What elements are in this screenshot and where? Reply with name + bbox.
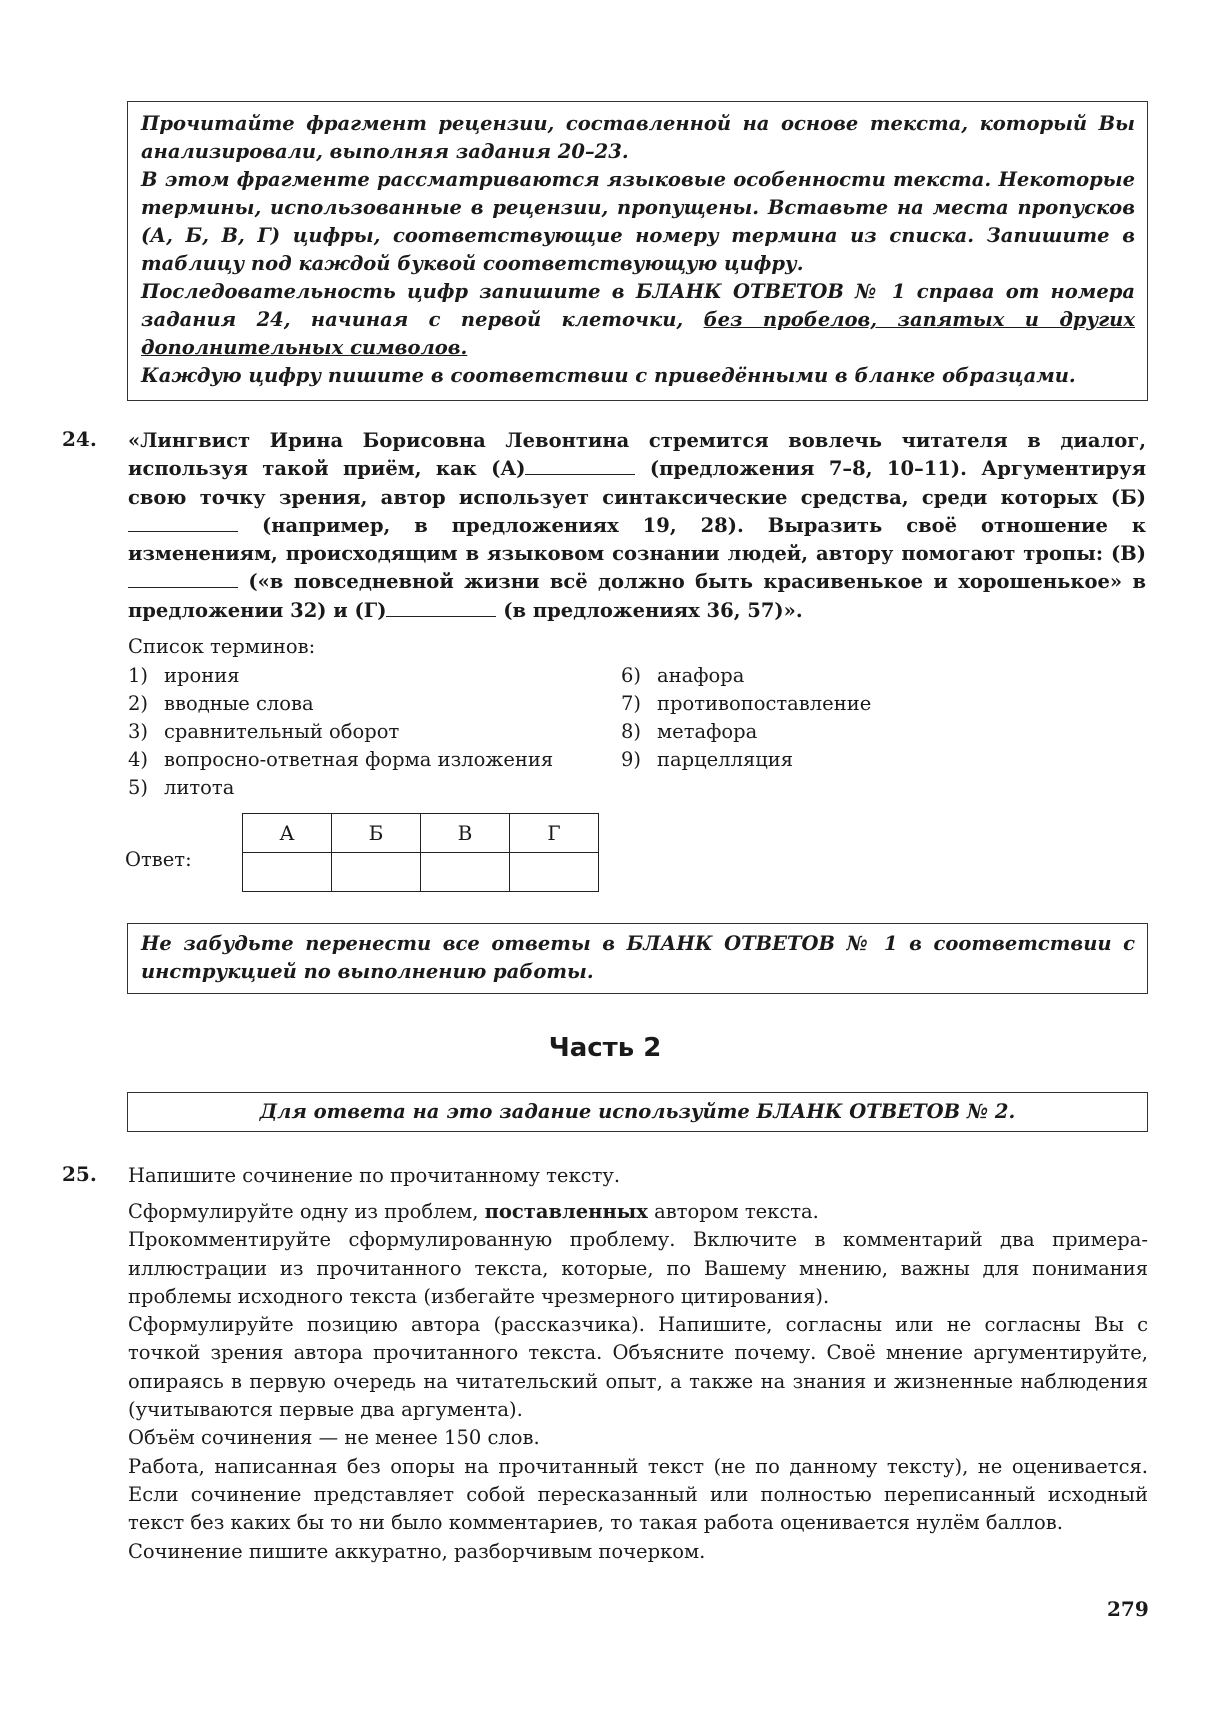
instruction-p3-text: Последовательность цифр запишите в БЛАНК ОТВЕТОВ № 1 справа от номера задания 24, начиная с первой клеточки,: [141, 280, 1135, 331]
blank-a: [525, 456, 635, 475]
term-item: 7) противопоставление: [621, 692, 872, 715]
task25-p3: Сформулируйте позицию автора (рассказчика). Напишите, согласны или не согласны Вы с точкой зрения автора прочитанного текста. Объясните почему. Своё мнение аргументируйте, опираясь в первую очередь на читательский опыт, а также на знания и жизненные наблюдения (учитываются первые два аргумента).: [128, 1313, 1148, 1422]
blank-b: [128, 513, 238, 532]
part2-title: Часть 2: [548, 1033, 662, 1063]
term-item: 1) ирония: [128, 664, 240, 687]
answer-cell-b[interactable]: [332, 853, 421, 892]
page-number: 279: [1107, 1597, 1149, 1621]
answer-cell-a[interactable]: [243, 853, 332, 892]
answer-cell-g[interactable]: [510, 853, 599, 892]
answer-header-g: Г: [510, 814, 599, 853]
task24-s4: («в повседневной жизни всё должно быть красивенькое и хорошенькое» в предложении 32) и (Г): [128, 570, 1146, 622]
term-item: 5) литота: [128, 776, 235, 799]
answer-table: [242, 813, 599, 892]
task24-s1: «Лингвист Ирина Борисовна Левонтина стремится вовлечь читателя в диалог, используя такой приём, как (А): [128, 429, 1146, 481]
term-item: 4) вопросно-ответная форма изложения: [128, 748, 554, 771]
task25-p6: Сочинение пишите аккуратно, разборчивым почерком.: [128, 1539, 706, 1563]
task25-p2: Прокомментируйте сформулированную проблему. Включите в комментарий два примера-иллюстрации из прочитанного текста, которые, по Вашему мнению, важны для понимания проблемы исходного текста (избегайте чрезмерного цитирования).: [128, 1228, 1148, 1308]
instruction-p3: [141, 278, 1135, 362]
term-item: 8) метафора: [621, 720, 758, 743]
answer-cell-v[interactable]: [421, 853, 510, 892]
term-item: 9) парцелляция: [621, 748, 794, 771]
task24-s5: (в предложениях 36, 57)».: [496, 598, 803, 622]
task24-s3: (например, в предложениях 19, 28). Выразить своё отношение к изменениям, происходящим в языковом сознании людей, автору помогают тропы: (В): [128, 513, 1146, 566]
task25-p5: Работа, написанная без опоры на прочитанный текст (не по данному тексту), не оценивается. Если сочинение представляет собой пересказанный или полностью переписанный исходный текст без каких бы то ни было комментариев, то такая работа оценивается нулём баллов.: [128, 1454, 1148, 1535]
task25-body: [128, 1198, 1148, 1566]
instruction-p4: Каждую цифру пишите в соответствии с приведёнными в бланке образцами.: [141, 364, 1076, 387]
blank-v: [128, 569, 238, 588]
blank-g: [386, 598, 496, 617]
instruction-p3-underlined: без пробелов, запятых и других дополнительных символов.: [141, 308, 1135, 359]
term-item: 3) сравнительный оборот: [128, 720, 400, 743]
task25-intro: Напишите сочинение по прочитанному тексту.: [128, 1164, 621, 1187]
term-item: 2) вводные слова: [128, 692, 314, 715]
part2-box: Для ответа на это задание используйте БЛАНК ОТВЕТОВ № 2.: [127, 1092, 1148, 1132]
task25-number: 25.: [62, 1162, 97, 1186]
answer-label: Ответ:: [125, 848, 192, 871]
task24-s2: (предложения 7–8, 10–11). Аргументируя свою точку зрения, автор использует синтаксические средства, среди которых (Б): [128, 457, 1146, 509]
term-item: 6) анафора: [621, 664, 745, 687]
instruction-p2: В этом фрагменте рассматриваются языковые особенности текста. Некоторые термины, использованные в рецензии, пропущены. Вставьте на места пропусков (А, Б, В, Г) цифры, соответствующие номеру термина из списка. Запишите в таблицу под каждой буквой соответствующую цифру.: [141, 168, 1135, 275]
task25-p1: Сформулируйте одну из проблем, поставленных автором текста.: [128, 1200, 819, 1223]
instruction-box: [127, 101, 1148, 401]
terms-title: Список терминов:: [128, 635, 316, 658]
reminder-box: Не забудьте перенести все ответы в БЛАНК ОТВЕТОВ № 1 в соответствии с инструкцией по выполнению работы.: [127, 923, 1148, 994]
task25-p4: Объём сочинения — не менее 150 слов.: [128, 1426, 540, 1450]
instruction-p1: Прочитайте фрагмент рецензии, составленной на основе текста, который Вы анализировали, выполняя задания 20–23.: [141, 112, 1135, 163]
task24-number: 24.: [62, 427, 97, 451]
answer-header-a: А: [243, 814, 332, 853]
answer-header-v: В: [421, 814, 510, 853]
task24-text: [128, 427, 1146, 625]
answer-header-b: Б: [332, 814, 421, 853]
